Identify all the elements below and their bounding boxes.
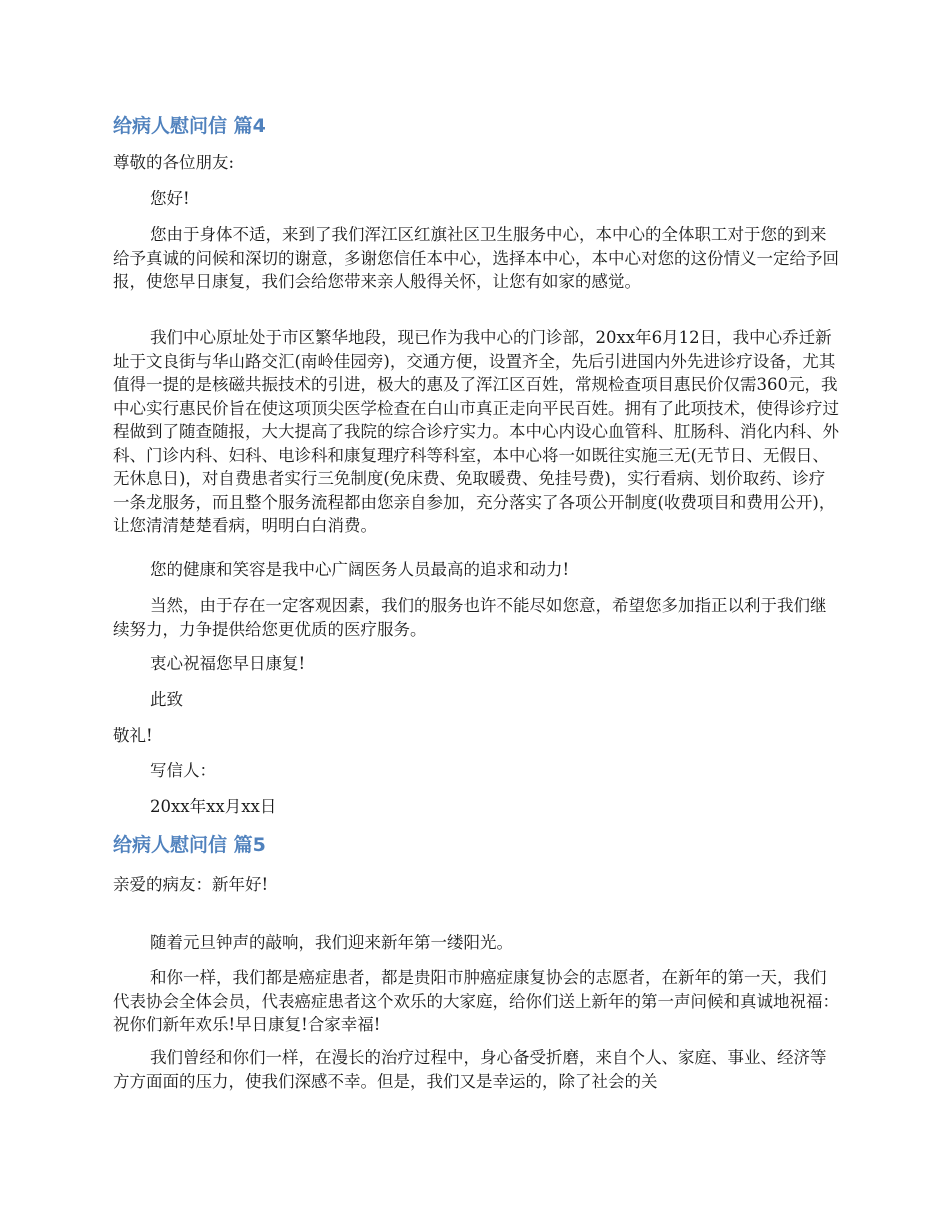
section-4-closing-1: 此致 xyxy=(150,690,183,709)
section-4-paragraph-5: 衷心祝福您早日康复! xyxy=(150,654,306,673)
section-5-paragraph-2: 和你一样，我们都是癌症患者，都是贵阳市肿癌症康复协会的志愿者，在新年的第一天，我们代表协会全体会员，代表癌症患者这个欢乐的大家庭，给你们送上新年的第一声问候和真诚地祝福：祝你们新年欢乐!早日康复!合家幸福! xyxy=(113,968,839,1034)
section-4-greeting: 您好! xyxy=(150,189,190,208)
section-5-paragraph-3: 我们曾经和你们一样，在漫长的治疗过程中，身心备受折磨，来自个人、家庭、事业、经济等方方面面的压力，使我们深感不幸。但是，我们又是幸运的，除了社会的关 xyxy=(113,1048,827,1091)
section-4-signer: 写信人： xyxy=(150,761,216,780)
section-4-heading: 给病人慰问信 篇4 xyxy=(113,115,266,137)
section-4-salutation: 尊敬的各位朋友: xyxy=(113,153,235,172)
section-5-heading: 给病人慰问信 篇5 xyxy=(113,834,266,856)
section-5-paragraph-1: 随着元旦钟声的敲响，我们迎来新年第一缕阳光。 xyxy=(150,933,513,952)
section-4-date: 20xx年xx月xx日 xyxy=(150,797,277,816)
section-4-paragraph-3: 您的健康和笑容是我中心广阔医务人员最高的追求和动力! xyxy=(150,560,570,579)
section-4-closing-2: 敬礼! xyxy=(113,726,153,745)
section-4-paragraph-4: 当然，由于存在一定客观因素，我们的服务也许不能尽如您意，希望您多加指正以利于我们继续努力，力争提供给您更优质的医疗服务。 xyxy=(113,596,827,639)
section-4-paragraph-2: 我们中心原址处于市区繁华地段，现已作为我中心的门诊部，20xx年6月12日，我中心乔迁新址于文良街与华山路交汇(南岭佳园旁)，交通方便，设置齐全，先后引进国内外先进诊疗设备，尤其值得一提的是核磁共振技术的引进，极大的惠及了浑江区百姓，常规检查项目惠民价仅需360元，我中心实行惠民价旨在使这项顶尖医学检查在白山市真正走向平民百姓。拥有了此项技术，使得诊疗过程做到了随查随报，大大提高了我院的综合诊疗实力。本中心内设心血管科、肛肠科、消化内科、外科、门诊内科、妇科、电诊科和康复理疗科等科室，本中心将一如既往实施三无(无节日、无假日、无休息日)，对自费患者实行三免制度(免床费、免取暖费、免挂号费)，实行看病、划价取药、诊疗一条龙服务，而且整个服务流程都由您亲自参加，充分落实了各项公开制度(收费项目和费用公开)，让您清清楚楚看病，明明白白消费。 xyxy=(113,328,839,535)
section-4-paragraph-1: 您由于身体不适，来到了我们浑江区红旗社区卫生服务中心，本中心的全体职工对于您的到来给予真诚的问候和深切的谢意，多谢您信任本中心，选择本中心，本中心对您的这份情义一定给予回报，使您早日康复，我们会给您带来亲人般得关怀，让您有如家的感觉。 xyxy=(113,225,839,291)
section-5-salutation: 亲爱的病友：新年好! xyxy=(113,875,269,894)
